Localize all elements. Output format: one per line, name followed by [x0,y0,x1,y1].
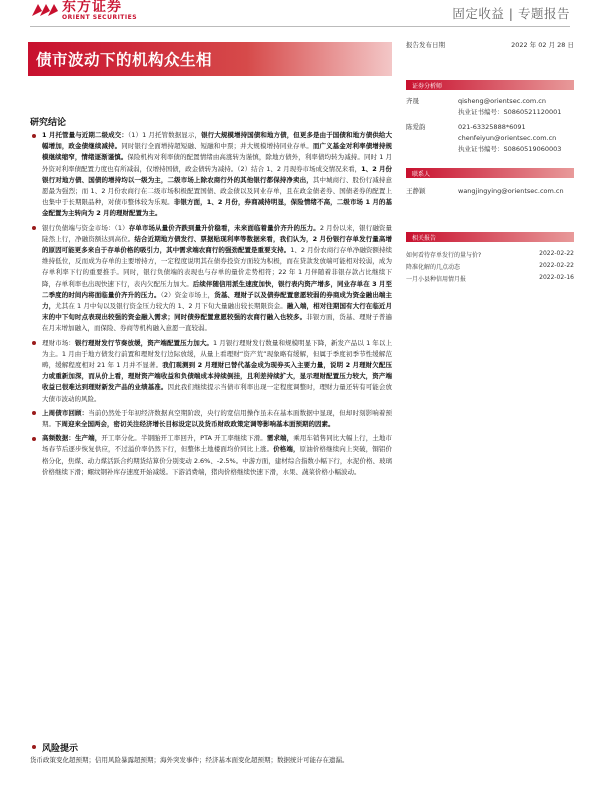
summary-bullet [30,130,392,220]
risk-body: 货币政策变化超预期；信用风险暴露超预期；海外突发事件；经济基本面变化超预期；数据统计可能存在遗漏。 [30,756,349,764]
summary-bullet [30,433,392,478]
related-report[interactable] [406,274,574,283]
release-date-row [406,40,574,49]
analysts-header [406,80,574,90]
related-report-date: 2022-02-22 [539,250,574,257]
bold-text: 上周债市回顾： [42,408,89,417]
body-text: 尤其在 1 月中旬以及银行资金压力较大的 1、2 月下旬大量融出较长期限资金。 [55,302,287,311]
bold-text: 非银方面，1、2 月份，券商减持明显，保险情绪不高，二级市场 1 月的基金配置为主转向为 2 月的理财配置为主。 [42,198,393,218]
release-date-value: 2022 年 02 月 28 日 [511,41,574,49]
related-report-title: 降准化解的几点动态 [406,264,461,271]
body-text: 开工率分化。半钢胎开工率回升，PTA 开工率继续下滑。 [101,434,267,443]
related-report-date: 2022-02-16 [539,274,574,281]
contacts-header [406,168,574,178]
bold-text: 融入端，相对往期国有大行在临近月末的中下旬时点表现出较强的资金融入需求；同时债券配置意愿较强的农商行融入也较多。 [42,302,393,322]
related-header [406,232,574,242]
body-text: 原油价格继续向上突破，铜铝价格分化，焦煤、动力煤活跃合约期货结算价分别变动 2.6%、-2.5%。中游方面，建材综合指数小幅下行，水泥价格、玻璃价格继续下滑；螺纹钢补库存速度开始减缓。下游消费端，猪肉价格继续快速下滑，水果、蔬菜价格小幅波动。 [42,445,393,476]
title-banner [28,42,392,76]
bold-text: 结合近期地方债发行、票据贴现利率等数据来看，我们认为，2 月份银行存单发行量高增的原因可能更多来自于存单价格的吸引力，其中需求端农商行的强劲配置是重要支持。 [42,234,392,255]
summary-bullet [30,338,392,405]
report-title: 债市波动下的机构众生相 [36,51,213,69]
contact-email: wangjingying@orientsec.com.cn [458,187,564,195]
related-report[interactable] [406,262,574,271]
body-text: 1、2 月份农商行存单净融资额持续维持低位，反而成为存单的主要增持方，一定程度说明其在债券投资方面较为积极，而在贷款发放端可能相对较弱，成为存单利率下行的重要推手。同时，银行负债端的表现也与存单的量价走势相符；22 年 1 月伴随着非银存款占比继续下降，存单利率也出现快速下行，表内欠配压力加大。 [42,246,392,288]
analyst-name: 陈爱韵 [406,123,426,131]
bold-text: 需求端， [266,434,294,443]
body-text: 银行负债端与资金市场：（1） [42,223,129,232]
bold-text: 存单市场从量价齐跌到量升价稳看，未来面临着量价齐升的压力。 [128,223,320,232]
bold-text: 而广义基金对利率债增持规模继续缩窄，情绪逐渐谨慎。 [42,142,393,162]
related-label: 相关报告 [412,235,437,242]
contacts-label: 联系人 [412,171,431,178]
body-text: 因此我们继续提示当债市利率出现一定程度调整时，理财力量还转有可能会放大债市波动的风险。 [42,383,393,403]
page-header [0,0,600,24]
body-text: 非银方面，货基、理财子普遍在月末增加融入，而保险、券商等机构融入意愿一直较弱。 [42,313,393,333]
contact-wangjingying [406,186,574,200]
analyst-license: 执业证书编号：S0860519060003 [458,145,562,153]
bold-text: 银行大规模增持国债和地方债，但更多是由于国债和地方债供给大幅增加，政金债继续减持。 [42,131,392,151]
company-logo [30,0,137,24]
bold-text: 货基、理财子以及债券配置意愿较弱的券商成为资金融出端主力， [42,290,393,311]
bold-text: 后续伴随信用派生速度加快，银行表内资产增多，同业存单在 3 月至二季度的时间内将面临量价齐升的压力。 [42,279,392,299]
bold-text: 下周迎来全国两会，密切关注经济增长目标设定以及货币财政政策定调等影响基本面预期的因素。 [55,420,335,429]
body-text: 其中城商行、股份行减持意愿最为强烈；而 1、2 月份农商行在二级市场积极配置国债、政金债以及同业存单，且在政金债老券、国债老券的配置上也集中于长期限品种，对债市整体较为乐观。 [42,175,393,207]
bold-text: 高频数据：生产端， [42,434,102,443]
risk-heading: 风险提示 [30,741,78,754]
related-report-title: 如何看待存单发行的量与价? [406,252,482,259]
body-text: 理财市场： [42,338,75,347]
analyst-qisheng [406,96,574,176]
summary-bullet [30,408,392,430]
analyst-phone: 021-63325888*6091 [458,123,526,131]
logo-mark-icon [30,2,58,18]
bold-text: 银行理财发行节奏放缓，资产端配置压力加大。 [74,338,213,347]
analyst-email: chenfeiyun@orientsec.com.cn [458,134,557,142]
analyst-email: qisheng@orientsec.com.cn [458,97,546,105]
summary-body [30,130,392,481]
logo-chinese: 东方证券 [62,0,122,15]
analyst-license: 执业证书编号：S0860521120001 [458,108,562,116]
related-report-date: 2022-02-22 [539,262,574,269]
body-text: 2 月份以来，银行融资量陡然上行，净融资额达到高位。 [42,223,393,243]
analysts-label: 证券分析师 [412,83,443,90]
bold-text: 价格端， [273,445,300,454]
summary-bullet [30,223,392,335]
body-text: （1）1 月托管数据显示， [127,131,202,139]
bold-text: 我们观测到 2 月理财已替代基金成为现券买入主要力量，说明 2 月理财欠配压力或重新加深，而从价上看，理财资产端收益和负债端成本持续倒挂，且利差持续扩大，显示理财配置压力较大，资产端收益已很难达到理财新发产品的业绩基准。 [42,361,392,392]
report-type: 固定收益 | 专题报告 [452,6,570,21]
analyst-name: 齐晟 [406,97,419,105]
body-text: 1 月银行理财发行数量和规模明显下降，新发产品以 1 年以上为主。1 月由于地方债发行前置和理财发行边际放缓，从量上看理财“资产荒”现象略有缓解，但属于季度初季节性缓解范畴，缓解程度相对 21 年 1 月并不显著。 [42,338,392,370]
contact-name: 王静颖 [406,187,426,195]
summary-heading: 研究结论 [30,118,67,128]
body-text: 同时银行全面增持超短融、短融和中票；并大规模增持同业存单。 [121,142,313,151]
related-report[interactable] [406,250,574,259]
body-text: （2）资金市场上， [160,290,215,299]
body-text: 当前仍然处于年初经济数据真空期阶段，央行的宽信用操作虽未在基本面数据中显现，但却时刻影响着预期。 [42,408,393,429]
related-report-title: 一月小县种信用情月报 [406,276,467,283]
logo-english: ORIENT SECURITIES [62,14,138,21]
body-text: 乘用车销售同比大幅上行，土地市场春节后逐步恢复供应，不过溢价率仍然下行，但整体土地楼面均价同比上涨。 [42,434,393,454]
header-divider [30,26,570,27]
bold-text: 1 月托管量与近期二级成交： [42,131,128,139]
release-date-label: 报告发布日期 [406,41,445,49]
body-text: 保险机构对利率债的配置情绪由高涨转为谨慎，除地方债外，利率债均转为减持。同时 1 月外资对利率债配置力度也有所减弱，仅增持国债，政金债转为减持。（2）结合 1、2 月现券市场成交情况来看， [42,153,392,173]
bold-text: 1、2 月份银行对地方债、国债的增持均以一级为主，二级市场上除农商行外的其他银行都保持净卖出， [42,164,392,184]
